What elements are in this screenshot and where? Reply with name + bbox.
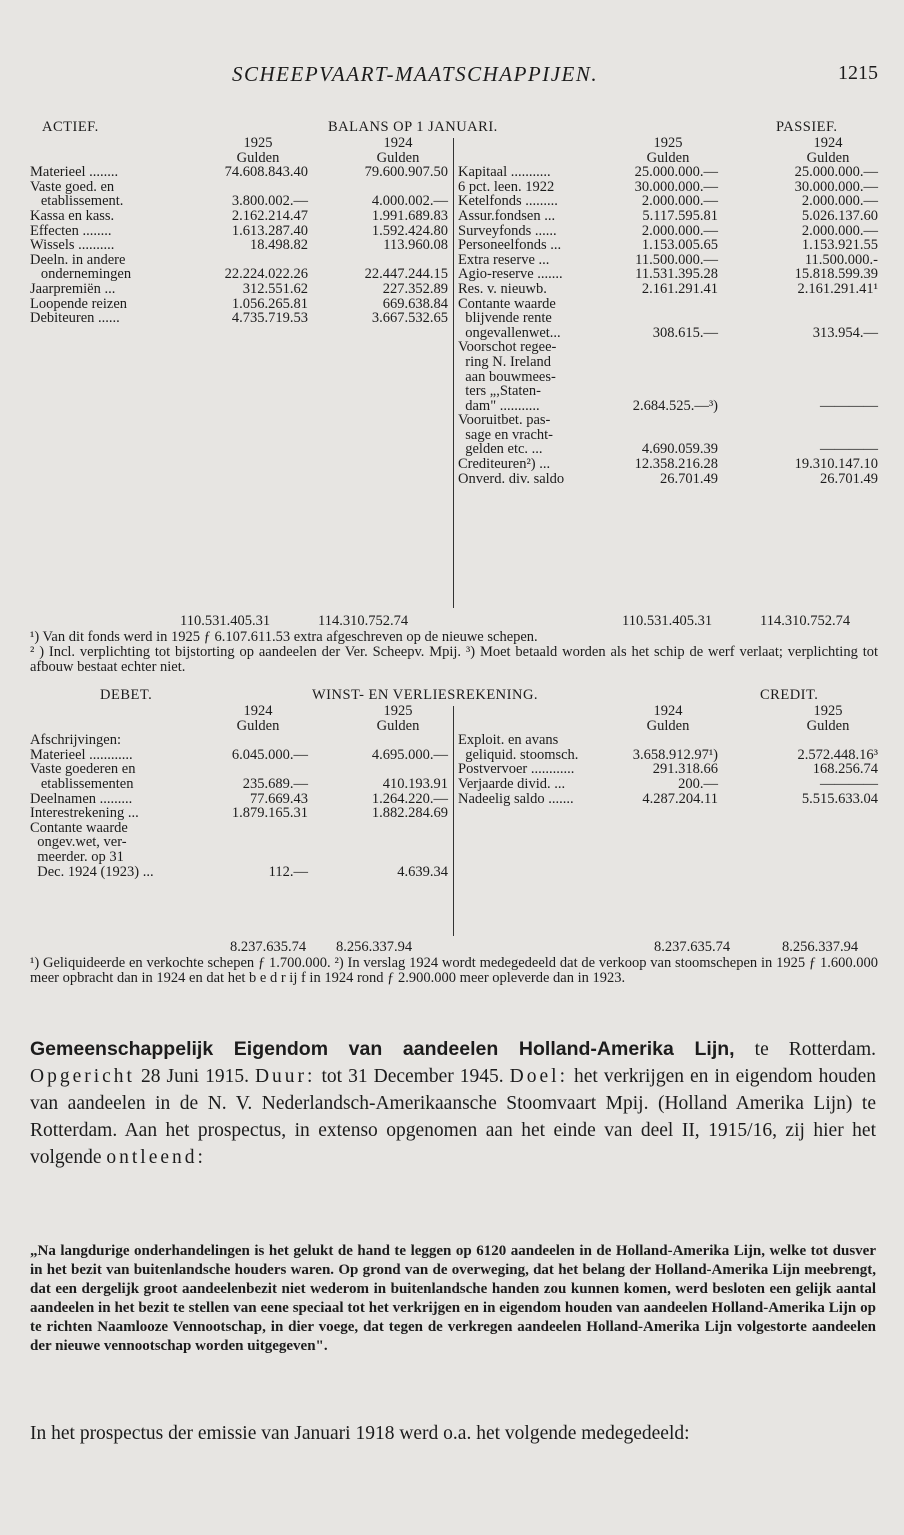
credit-unit-row xyxy=(458,719,878,734)
debit-unit-1925: Gulden xyxy=(376,717,420,734)
asset-value-v1924: 1.592.424.80 xyxy=(371,222,448,239)
liability-row xyxy=(458,384,878,399)
asset-value-v1924: 1.991.689.83 xyxy=(371,207,448,224)
liability-label: Res. v. nieuwb. xyxy=(458,280,547,297)
debit-column xyxy=(30,704,448,879)
asset-row xyxy=(30,224,448,239)
liability-value-v1924: 5.026.137.60 xyxy=(801,207,878,224)
debit-label: etablissementen xyxy=(30,775,134,792)
liability-value-v1924: 2.161.291.41¹ xyxy=(797,280,878,297)
asset-value-v1925: 1.613.287.40 xyxy=(231,222,308,239)
liability-label: blijvende rente xyxy=(458,310,552,327)
credit-row xyxy=(458,748,878,763)
asset-value-v1924: 4.000.002.— xyxy=(371,193,448,210)
debit-value-v1924: 112.— xyxy=(268,863,308,880)
debit-row xyxy=(30,762,448,777)
company-location: te Rotterdam. xyxy=(734,1039,876,1060)
liability-row xyxy=(458,472,878,487)
liability-label: Ketelfonds ......... xyxy=(458,193,558,210)
credit-year-1924: 1924 xyxy=(653,703,683,719)
liability-row xyxy=(458,326,878,341)
debit-label: Afschrijvingen: xyxy=(30,732,122,749)
liability-value-v1925: 4.690.059.39 xyxy=(641,441,718,458)
assets-unit-1924: Gulden xyxy=(376,149,420,166)
debit-year-1924: 1924 xyxy=(243,703,273,719)
liability-label: 6 pct. leen. 1922 xyxy=(458,178,555,195)
credit-label: geliquid. stoomsch. xyxy=(458,746,579,763)
credit-label: Nadeelig saldo ....... xyxy=(458,790,574,807)
asset-label: Materieel ........ xyxy=(30,164,119,181)
liability-value-v1924: 26.701.49 xyxy=(820,470,878,487)
liability-value-v1925: 26.701.49 xyxy=(660,470,718,487)
founded-date: 28 Juni 1915. xyxy=(134,1066,255,1087)
liabilities-year-1924: 1924 xyxy=(813,135,843,151)
asset-value-v1924: 3.667.532.65 xyxy=(371,310,448,327)
asset-label: Deeln. in andere xyxy=(30,251,126,268)
debit-total-1925: 8.256.337.94 xyxy=(336,939,413,955)
liability-value-v1924: 19.310.147.10 xyxy=(794,456,878,473)
liability-label: Extra reserve ... xyxy=(458,251,550,268)
liability-value-v1925: 2.000.000.— xyxy=(641,193,718,210)
liability-value-v1924: 2.000.000.— xyxy=(801,222,878,239)
liability-value-v1925: 2.161.291.41 xyxy=(641,280,718,297)
debit-row xyxy=(30,777,448,792)
assets-unit-row xyxy=(30,151,448,166)
credit-label: Exploit. en avans xyxy=(458,732,559,749)
asset-row xyxy=(30,194,448,209)
liability-label: ongevallenwet... xyxy=(458,324,561,341)
asset-label: Debiteuren ...... xyxy=(30,310,120,327)
debit-label: Deelnamen ......... xyxy=(30,790,133,807)
debit-value-v1925: 1.882.284.69 xyxy=(371,805,448,822)
liability-value-v1925: 11.531.395.28 xyxy=(635,266,718,283)
balance-footnote-1: ¹) Van dit fonds werd in 1925 ƒ 6.107.611.53 extra afgeschreven op de nieuwe schepen. xyxy=(30,629,538,645)
credit-row xyxy=(458,777,878,792)
debit-label: Interestrekening ... xyxy=(30,805,139,822)
liability-value-v1924: 25.000.000.— xyxy=(794,164,878,181)
credit-value-v1925: 5.515.633.04 xyxy=(801,790,878,807)
liability-value-v1925: 12.358.216.28 xyxy=(634,456,718,473)
duration-label: Duur: xyxy=(254,1066,316,1087)
liability-row xyxy=(458,180,878,195)
liability-row xyxy=(458,224,878,239)
liability-label: gelden etc. ... xyxy=(458,441,543,458)
liability-value-v1925: 1.153.005.65 xyxy=(641,237,718,254)
credit-unit-1925: Gulden xyxy=(806,717,850,734)
asset-value-v1925: 1.056.265.81 xyxy=(231,295,308,312)
debit-row xyxy=(30,821,448,836)
liability-label: Personeelfonds ... xyxy=(458,237,562,254)
assets-total-1925: 110.531.405.31 xyxy=(180,613,271,629)
debit-year-1925: 1925 xyxy=(383,703,413,719)
liabilities-total-1924: 114.310.752.74 xyxy=(760,613,851,629)
asset-label: Jaarpremiën ... xyxy=(30,280,116,297)
liability-row xyxy=(458,209,878,224)
debit-row xyxy=(30,850,448,865)
derived-tail: : xyxy=(197,1147,203,1168)
liability-label: Vooruitbet. pas- xyxy=(458,412,551,429)
purpose-text: het verkrijgen en in eigendom houden van aandeelen in de N. V. Nederlandsch-Amerikaansche Stoomvaart Mpij. (Holland Amerika Lijn) te Rotterdam. Aan het prospectus, in extenso opgenomen aan het einde van deel II, 1915/16, zij hier het volgende xyxy=(30,1066,876,1168)
liability-row xyxy=(458,194,878,209)
debit-value-v1925: 410.193.91 xyxy=(382,775,448,792)
liabilities-unit-1924: Gulden xyxy=(806,149,850,166)
debit-row xyxy=(30,792,448,807)
liability-row xyxy=(458,442,878,457)
credit-year-row xyxy=(458,704,878,719)
credit-value-v1924: 4.287.204.11 xyxy=(642,790,718,807)
liability-row xyxy=(458,340,878,355)
liability-value-v1925: 25.000.000.— xyxy=(634,164,718,181)
liability-row xyxy=(458,165,878,180)
asset-value-v1925: 312.551.62 xyxy=(242,280,308,297)
purpose-label: Doel: xyxy=(509,1066,568,1087)
credit-value-v1924: 3.658.912.97¹) xyxy=(632,746,718,763)
asset-row xyxy=(30,267,448,282)
credit-unit-1924: Gulden xyxy=(646,717,690,734)
liability-value-v1924: 1.153.921.55 xyxy=(801,237,878,254)
debit-label: Dec. 1924 (1923) ... xyxy=(30,863,154,880)
liability-row xyxy=(458,282,878,297)
debit-label: Materieel ............ xyxy=(30,746,133,763)
liability-row xyxy=(458,457,878,472)
liability-value-v1925: 11.500.000.— xyxy=(635,251,718,268)
liability-label: Surveyfonds ...... xyxy=(458,222,557,239)
balance-sheet xyxy=(30,120,878,675)
debit-row xyxy=(30,806,448,821)
credit-value-v1925: 2.572.448.16³ xyxy=(797,746,878,763)
pnl-totals xyxy=(30,940,878,956)
credit-label: Verjaarde divid. ... xyxy=(458,775,566,792)
founded-label: Opgericht xyxy=(30,1066,135,1087)
credit-row xyxy=(458,792,878,807)
asset-value-v1924: 22.447.244.15 xyxy=(364,266,448,283)
balance-left-heading: ACTIEF. xyxy=(42,119,99,135)
liability-label: Crediteuren²) ... xyxy=(458,456,551,473)
liability-value-v1925: 30.000.000.— xyxy=(634,178,718,195)
credit-value-v1925: 168.256.74 xyxy=(812,761,878,778)
credit-total-1924: 8.237.635.74 xyxy=(654,939,731,955)
liability-value-v1924: ———— xyxy=(820,397,878,414)
liability-row xyxy=(458,253,878,268)
debit-unit-row xyxy=(30,719,448,734)
credit-year-1925: 1925 xyxy=(813,703,843,719)
debit-row xyxy=(30,835,448,850)
debit-unit-1924: Gulden xyxy=(236,717,280,734)
asset-label: Effecten ........ xyxy=(30,222,112,239)
credit-row xyxy=(458,762,878,777)
liabilities-year-1925: 1925 xyxy=(653,135,683,151)
asset-row xyxy=(30,282,448,297)
debit-total-1924: 8.237.635.74 xyxy=(230,939,307,955)
asset-label: Kassa en kass. xyxy=(30,207,115,224)
balance-center-heading: BALANS OP 1 JANUARI. xyxy=(328,119,498,135)
liability-value-v1924: 313.954.— xyxy=(812,324,878,341)
pnl-center-heading: WINST- EN VERLIESREKENING. xyxy=(312,687,539,703)
company-name: Gemeenschappelijk Eigendom van aandeelen Holland-Amerika Lijn, xyxy=(30,1038,735,1060)
duration-value: tot 31 December 1945. xyxy=(315,1066,510,1087)
balance-footnote-2: ² ) Incl. verplichting tot bijstorting op aandeelen der Ver. Scheepv. Mpij. ³) Moet betaald worden als het schip de werf verlaat; verplichting tot afbouw bestaat echter niet. xyxy=(30,644,878,675)
liability-label: sage en vracht- xyxy=(458,426,554,443)
liabilities-total-1925: 110.531.405.31 xyxy=(622,613,713,629)
asset-row xyxy=(30,238,448,253)
asset-label: ondernemingen xyxy=(30,266,132,283)
balance-divider xyxy=(453,138,454,608)
liability-value-v1924: 11.500.000.- xyxy=(804,251,878,268)
liability-label: Contante waarde xyxy=(458,295,556,312)
assets-year-1925: 1925 xyxy=(243,135,273,151)
pnl-divider xyxy=(453,706,454,936)
company-entry xyxy=(30,1036,876,1171)
running-title: SCHEEPVAART-MAATSCHAPPIJEN. xyxy=(232,62,599,86)
profit-loss-account xyxy=(30,688,878,986)
debit-row xyxy=(30,748,448,763)
asset-value-v1925: 2.162.214.47 xyxy=(231,207,308,224)
liabilities-unit-1925: Gulden xyxy=(646,149,690,166)
pnl-footnote: ¹) Geliquideerde en verkochte schepen ƒ 1.700.000. ²) In verslag 1924 wordt medegedeeld dat de verkoop van stoomschepen in 1925 ƒ 1.600.000 meer opbracht dan in 1924 en dat het b e d r ij f in 1924 rond ƒ 2.900.000 meer opleverde dan in 1923. xyxy=(30,955,878,986)
debit-year-row xyxy=(30,704,448,719)
asset-row xyxy=(30,311,448,326)
debit-label: Contante waarde xyxy=(30,819,128,836)
debit-value-v1924: 1.879.165.31 xyxy=(231,805,308,822)
assets-total-1924: 114.310.752.74 xyxy=(318,613,409,629)
liability-row xyxy=(458,267,878,282)
closing-paragraph: In het prospectus der emissie van Januari 1918 werd o.a. het volgende medegedeeld: xyxy=(30,1423,690,1444)
asset-label: Wissels .......... xyxy=(30,237,115,254)
liability-row xyxy=(458,399,878,414)
asset-row xyxy=(30,180,448,195)
balance-totals xyxy=(30,614,878,630)
liability-value-v1924: 15.818.599.39 xyxy=(794,266,878,283)
asset-label: Vaste goed. en xyxy=(30,178,115,195)
credit-label: Postvervoer ............ xyxy=(458,761,575,778)
liability-value-v1924: 30.000.000.— xyxy=(794,178,878,195)
liability-row xyxy=(458,311,878,326)
pnl-headings xyxy=(30,688,878,704)
liability-row xyxy=(458,428,878,443)
credit-row xyxy=(458,733,878,748)
asset-value-v1925: 18.498.82 xyxy=(250,237,308,254)
derived-label: ontleend xyxy=(106,1147,198,1168)
liability-label: aan bouwmees- xyxy=(458,368,556,385)
running-head xyxy=(0,62,904,90)
liabilities-unit-row xyxy=(458,151,878,166)
asset-value-v1924: 113.960.08 xyxy=(383,237,448,254)
liability-row xyxy=(458,370,878,385)
debit-value-v1924: 77.669.43 xyxy=(250,790,308,807)
balance-headings xyxy=(30,120,878,136)
prospectus-quote: „Na langdurige onderhandelingen is het gelukt de hand te leggen op 6120 aandeelen in de Holland-Amerika Lijn, welke tot dusver in het bezit van buitenlandsche houders waren. Op grond van de overweging, dat het belang der Holland-Amerika Lijn meebrengt, dat een dergelijk groot aandeelenbezit niet wederom in buitenlandsche handen zou kunnen komen, werd besloten een gelijk aantal aandeelen in het bezit te stellen van eene speciaal tot het verkrijgen en in eigendom houden van aandeelen Holland-Amerika Lijn op te richten Naamlooze Vennootschap, in dier voege, dat tegen de verkregen aandeelen Holland-Amerika Lijn volgestorte aandeelen der nieuwe vennootschap worden uitgegeven". xyxy=(30,1243,876,1354)
debit-row xyxy=(30,733,448,748)
liability-value-v1925: 5.117.595.81 xyxy=(642,207,718,224)
asset-value-v1925: 3.800.002.— xyxy=(231,193,308,210)
liabilities-year-row xyxy=(458,136,878,151)
liability-label: Kapitaal ........... xyxy=(458,164,551,181)
asset-row xyxy=(30,297,448,312)
liability-label: ring N. Ireland xyxy=(458,353,552,370)
asset-row xyxy=(30,209,448,224)
asset-value-v1925: 4.735.719.53 xyxy=(231,310,308,327)
liability-label: ters „,Staten- xyxy=(458,383,541,400)
liabilities-column xyxy=(458,136,878,486)
asset-label: etablissement. xyxy=(30,193,124,210)
credit-value-v1924: 291.318.66 xyxy=(652,761,718,778)
debit-value-v1925: 4.639.34 xyxy=(397,863,448,880)
liability-value-v1924: 2.000.000.— xyxy=(801,193,878,210)
liability-label: Agio-reserve ....... xyxy=(458,266,563,283)
liability-row xyxy=(458,297,878,312)
debit-value-v1924: 6.045.000.— xyxy=(231,746,308,763)
liability-value-v1924: ———— xyxy=(820,441,878,458)
liability-value-v1925: 2.684.525.—³) xyxy=(632,397,718,414)
assets-year-1924: 1924 xyxy=(383,135,413,151)
liability-label: dam" ........... xyxy=(458,397,540,414)
liability-label: Onverd. div. saldo xyxy=(458,470,565,487)
assets-year-row xyxy=(30,136,448,151)
liability-row xyxy=(458,355,878,370)
debit-row xyxy=(30,865,448,880)
asset-row xyxy=(30,253,448,268)
asset-value-v1925: 22.224.022.26 xyxy=(224,266,308,283)
liability-label: Voorschot regee- xyxy=(458,339,557,356)
balance-right-heading: PASSIEF. xyxy=(776,119,838,135)
credit-total-1925: 8.256.337.94 xyxy=(782,939,859,955)
debit-value-v1924: 235.689.— xyxy=(242,775,308,792)
pnl-right-heading: CREDIT. xyxy=(760,687,819,703)
asset-row xyxy=(30,165,448,180)
asset-value-v1924: 227.352.89 xyxy=(382,280,448,297)
pnl-left-heading: DEBET. xyxy=(100,687,153,703)
debit-label: ongev.wet, ver- xyxy=(30,834,127,851)
liability-value-v1925: 308.615.— xyxy=(652,324,718,341)
assets-unit-1925: Gulden xyxy=(236,149,280,166)
credit-value-v1924: 200.— xyxy=(678,775,718,792)
credit-column xyxy=(458,704,878,806)
debit-value-v1925: 1.264.220.— xyxy=(371,790,448,807)
liability-row xyxy=(458,238,878,253)
debit-value-v1925: 4.695.000.— xyxy=(371,746,448,763)
assets-column xyxy=(30,136,448,326)
debit-label: Vaste goederen en xyxy=(30,761,136,778)
liability-row xyxy=(458,413,878,428)
asset-value-v1924: 669.638.84 xyxy=(382,295,448,312)
page-number: 1215 xyxy=(838,62,878,84)
debit-label: meerder. op 31 xyxy=(30,848,124,865)
asset-value-v1925: 74.608.843.40 xyxy=(224,164,308,181)
asset-label: Loopende reizen xyxy=(30,295,128,312)
credit-value-v1925: ———— xyxy=(820,775,878,792)
liability-label: Assur.fondsen ... xyxy=(458,207,556,224)
asset-value-v1924: 79.600.907.50 xyxy=(364,164,448,181)
liability-value-v1925: 2.000.000.— xyxy=(641,222,718,239)
